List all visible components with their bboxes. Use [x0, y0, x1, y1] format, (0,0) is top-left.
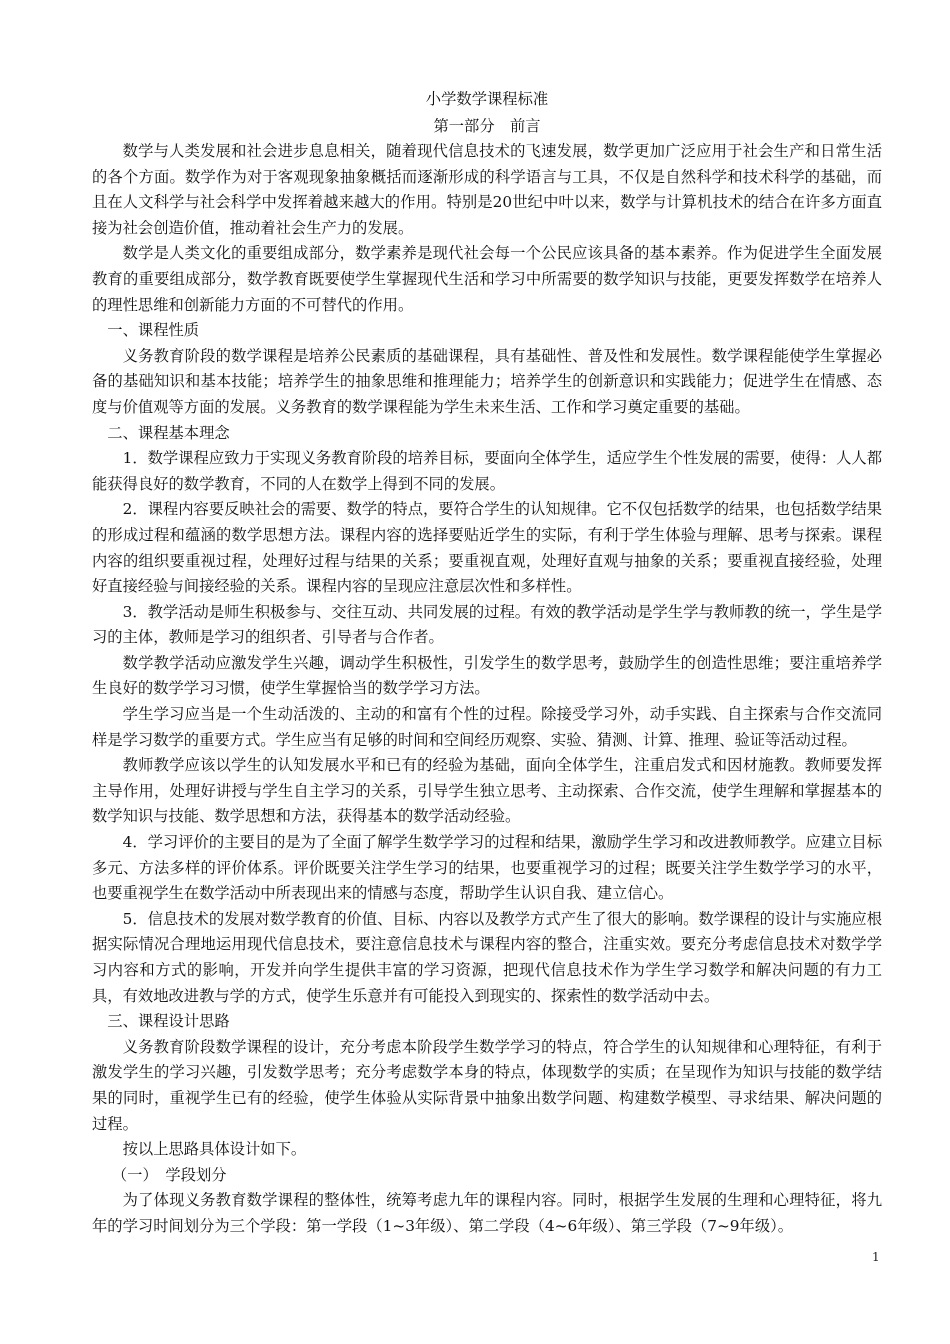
concept-paragraph-3: 3．教学活动是师生积极参与、交往互动、共同发展的过程。有效的教学活动是学生学与教师教的统一，学生是学习的主体，教师是学习的组织者、引导者与合作者。 — [92, 602, 882, 647]
section-heading-design-ideas: 三、课程设计思路 — [107, 1012, 230, 1031]
course-nature-paragraph: 义务教育阶段的数学课程是培养公民素质的基础课程，具有基础性、普及性和发展性。数学课程能使学生掌握必备的基础知识和基本技能；培养学生的抽象思维和推理能力；培养学生的创新意识和实践能力；促进学生在情感、态度与价值观等方面的发展。义务教育的数学课程能为学生未来生活、工作和学习奠定重要的基础。 — [92, 346, 882, 416]
concept-paragraph-6: 教师教学应该以学生的认知发展水平和已有的经验为基础，面向全体学生，注重启发式和因材施教。教师要发挥主导作用，处理好讲授与学生自主学习的关系，引导学生独立思考、主动探索、合作交流，使学生理解和掌握基本的数学知识与技能、数学思想和方法，获得基本的数学活动经验。 — [92, 756, 882, 826]
section-heading-basic-concepts: 二、课程基本理念 — [107, 423, 230, 442]
intro-paragraph-1: 数学与人类发展和社会进步息息相关，随着现代信息技术的飞速发展，数学更加广泛应用于社会生产和日常生活的各个方面。数学作为对于客观现象抽象概括而逐渐形成的科学语言与工具，不仅是自然科学和技术科学的基础，而且在人文科学与社会科学中发挥着越来越大的作用。特别是20世纪中叶以来，数学与计算机技术的结合在许多方面直接为社会创造价值，推动着社会生产力的发展。 — [92, 142, 882, 237]
part-title: 第一部分 前言 — [433, 117, 541, 135]
concept-paragraph-5: 学生学习应当是一个生动活泼的、主动的和富有个性的过程。除接受学习外，动手实践、自主探索与合作交流同样是学习数学的重要方式。学生应当有足够的时间和空间经历观察、实验、猜测、计算、推理、验证等活动过程。 — [92, 705, 882, 749]
concept-paragraph-1: 1．数学课程应致力于实现义务教育阶段的培养目标，要面向全体学生，适应学生个性发展的需要，使得：人人都能获得良好的数学教育，不同的人在数学上得到不同的发展。 — [92, 449, 882, 493]
stage-division-paragraph: 为了体现义务教育数学课程的整体性，统筹考虑九年的课程内容。同时，根据学生发展的生理和心理特征，将九年的学习时间划分为三个学段：第一学段（1~3年级）、第二学段（4~6年级）、第三学段（7~9年级）。 — [92, 1191, 882, 1235]
concept-paragraph-8: 5．信息技术的发展对数学教育的价值、目标、内容以及教学方式产生了很大的影响。数学课程的设计与实施应根据实际情况合理地运用现代信息技术，要注意信息技术与课程内容的整合，注重实效。要充分考虑信息技术对数学学习内容和方式的影响，开发并向学生提供丰富的学习资源，把现代信息技术作为学生学习数学和解决问题的有力工具，有效地改进教与学的方式，使学生乐意并有可能投入到现实的、探索性的数学活动中去。 — [92, 909, 882, 1005]
design-paragraph-1: 义务教育阶段数学课程的设计，充分考虑本阶段学生数学学习的特点，符合学生的认知规律和心理特征，有利于激发学生的学习兴趣，引发数学思考；充分考虑数学本身的特点，体现数学的实质；在呈现作为知识与技能的数学结果的同时，重视学生已有的经验，使学生体验从实际背景中抽象出数学问题、构建数学模型、寻求结果、解决问题的过程。 — [92, 1037, 882, 1133]
document-title: 小学数学课程标准 — [425, 90, 549, 108]
design-paragraph-2: 按以上思路具体设计如下。 — [122, 1140, 307, 1159]
subsection-heading-stage-division: （一） 学段划分 — [111, 1165, 227, 1184]
page-number: 1 — [872, 1250, 880, 1264]
concept-paragraph-7: 4．学习评价的主要目的是为了全面了解学生数学学习的过程和结果，激励学生学习和改进教师教学。应建立目标多元、方法多样的评价体系。评价既要关注学生学习的结果，也要重视学习的过程；既要关注学生数学学习的水平，也要重视学生在数学活动中所表现出来的情感与态度，帮助学生认识自我、建立信心。 — [92, 833, 882, 903]
intro-paragraph-2: 数学是人类文化的重要组成部分，数学素养是现代社会每一个公民应该具备的基本素养。作为促进学生全面发展教育的重要组成部分，数学教育既要使学生掌握现代生活和学习中所需要的数学知识与技能，更要发挥数学在培养人的理性思维和创新能力方面的不可替代的作用。 — [92, 244, 882, 314]
concept-paragraph-4: 数学教学活动应激发学生兴趣，调动学生积极性，引发学生的数学思考，鼓励学生的创造性思维；要注重培养学生良好的数学学习习惯，使学生掌握恰当的数学学习方法。 — [92, 653, 882, 698]
document-page — [92, 86, 882, 1240]
section-heading-course-nature: 一、课程性质 — [107, 321, 200, 340]
concept-paragraph-2: 2．课程内容要反映社会的需要、数学的特点，要符合学生的认知规律。它不仅包括数学的结果，也包括数学结果的形成过程和蕴涵的数学思想方法。课程内容的选择要贴近学生的实际，有利于学生体验与理解、思考与探索。课程内容的组织要重视过程，处理好过程与结果的关系；要重视直观，处理好直观与抽象的关系；要重视直接经验，处理好直接经验与间接经验的关系。课程内容的呈现应注意层次性和多样性。 — [92, 500, 882, 596]
